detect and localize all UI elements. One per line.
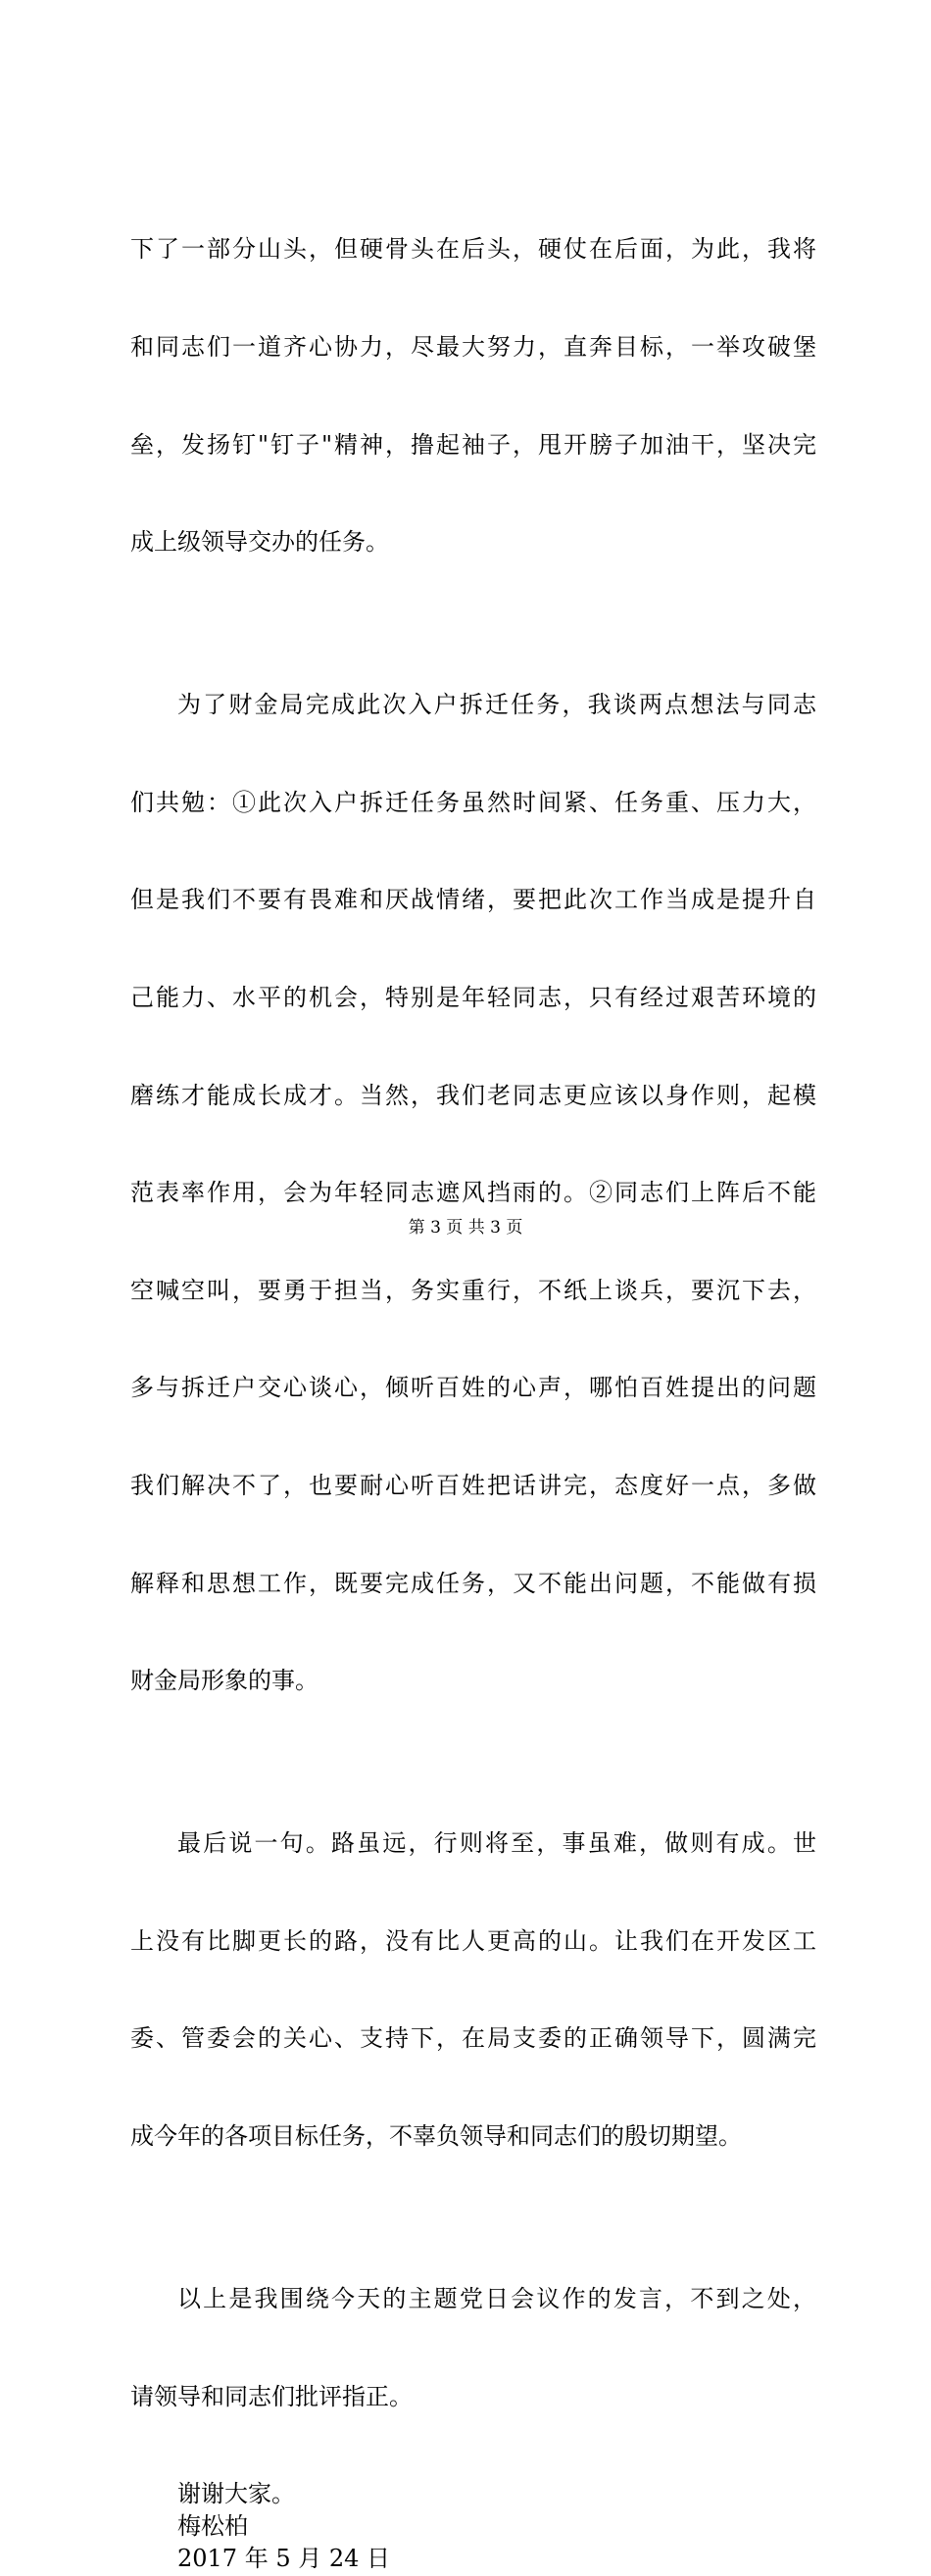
text-line: 己能力、水平的机会，特别是年轻同志，只有经过艰苦环境的: [130, 983, 816, 1011]
text-line: 范表率作用，会为年轻同志遮风挡雨的。②同志们上阵后不能: [130, 1179, 816, 1207]
text-line: 成上级领导交办的任务。: [130, 528, 389, 557]
text-line: 以上是我围绕今天的主题党日会议作的发言，不到之处，: [177, 2284, 816, 2312]
paragraph-4: [130, 2218, 816, 2479]
text-line: 我们解决不了，也要耐心听百姓把话讲完，态度好一点，多做: [130, 1471, 816, 1499]
signature: 梅松柏: [177, 2512, 248, 2541]
page-footer: 第 3 页 共 3 页: [408, 1218, 523, 1238]
text-line: 成今年的各项目标任务，不辜负领导和同志们的殷切期望。: [130, 2121, 742, 2150]
text-line: 为了财金局完成此次入户拆迁任务，我谈两点想法与同志: [177, 691, 816, 719]
text-line: 请领导和同志们批评指正。: [130, 2382, 413, 2410]
document-body: [130, 169, 816, 2576]
text-line: 最后说一句。路虽远，行则将至，事虽难，做则有成。世: [177, 1829, 816, 1858]
text-line: 多与拆迁户交心谈心，倾听百姓的心声，哪怕百姓提出的问题: [130, 1374, 816, 1402]
text-line: 垒，发扬钉"钉子"精神，撸起袖子，甩开膀子加油干，坚决完: [130, 430, 816, 459]
text-line: 财金局形象的事。: [130, 1667, 318, 1695]
text-line: 空喊空叫，要勇于担当，务实重行，不纸上谈兵，要沉下去，: [130, 1276, 816, 1304]
date: 2017 年 5 月 24 日: [177, 2545, 391, 2573]
paragraph-2: [130, 624, 816, 1763]
closing-thanks: 谢谢大家。: [177, 2480, 295, 2508]
paragraph-3: [130, 1763, 816, 2218]
paragraph-1: [130, 169, 816, 624]
text-line: 和同志们一道齐心协力，尽最大努力，直奔目标，一举攻破堡: [130, 333, 816, 361]
text-line: 下了一部分山头，但硬骨头在后头，硬仗在后面，为此，我将: [130, 235, 816, 264]
text-line: 委、管委会的关心、支持下，在局支委的正确领导下，圆满完: [130, 2024, 816, 2053]
text-line: 上没有比脚更长的路，没有比人更高的山。让我们在开发区工: [130, 1926, 816, 1955]
text-line: 们共勉：①此次入户拆迁任务虽然时间紧、任务重、压力大，: [130, 788, 816, 816]
text-line: 磨练才能成长成才。当然，我们老同志更应该以身作则，起模: [130, 1081, 816, 1109]
text-line: 解释和思想工作，既要完成任务，又不能出问题，不能做有损: [130, 1569, 816, 1597]
text-line: 但是我们不要有畏难和厌战情绪，要把此次工作当成是提升自: [130, 886, 816, 914]
